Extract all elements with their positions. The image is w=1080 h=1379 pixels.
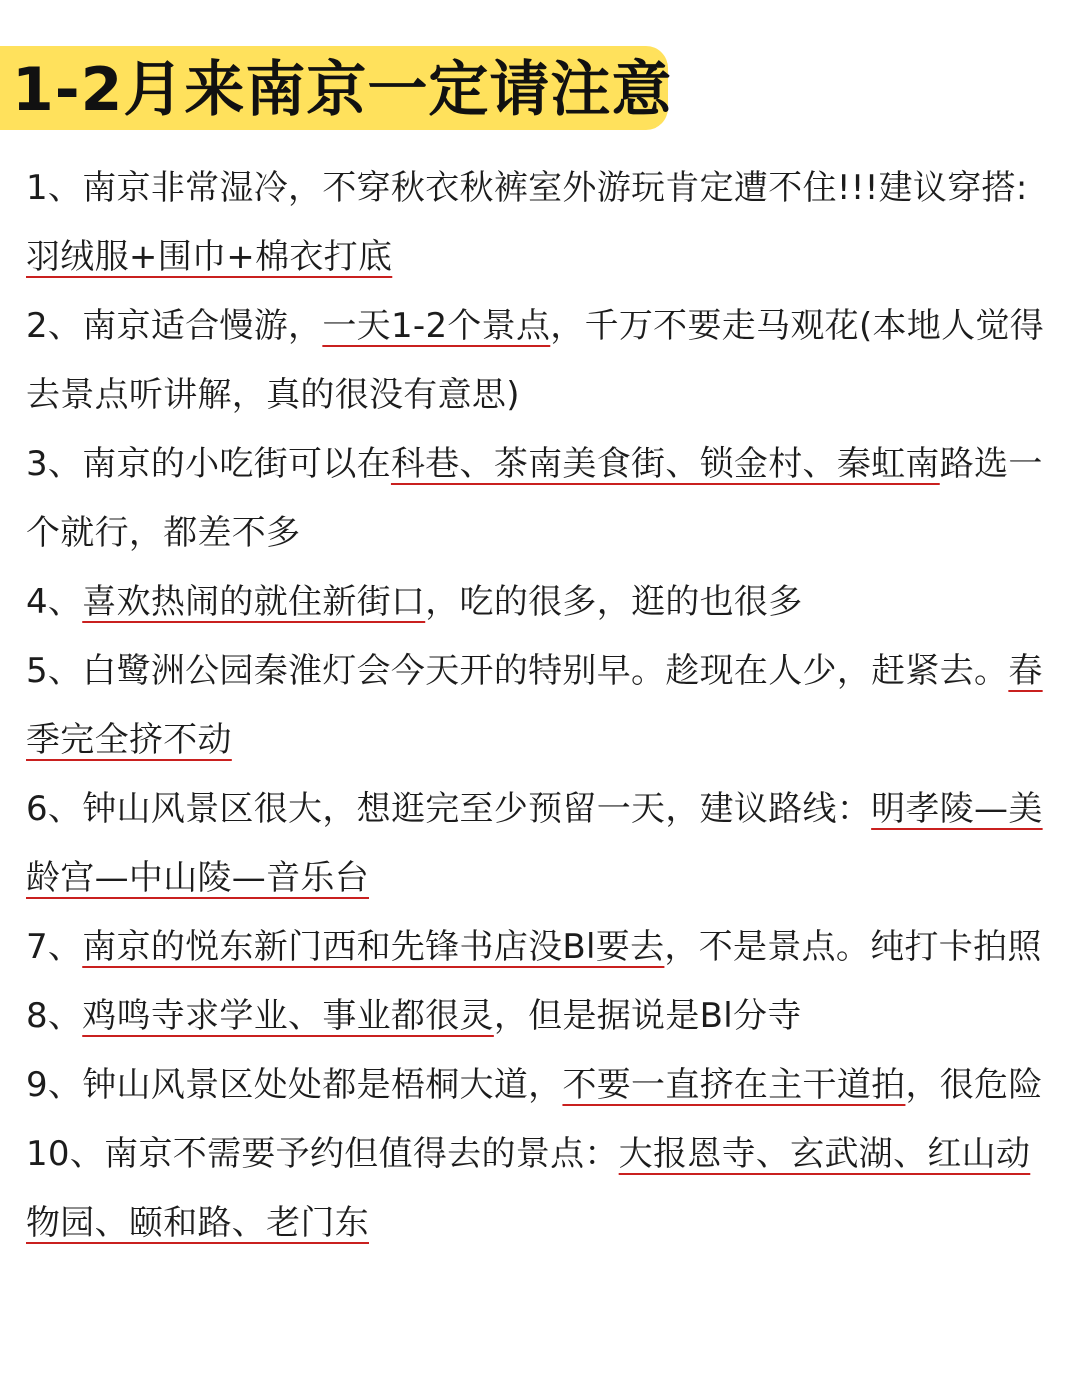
list-item [26,913,1046,982]
list-item [26,430,1046,568]
page-title: 1-2月来南京一定请注意 [12,55,673,125]
list-item [26,568,1046,637]
item-text: ，吃的很多，逛的也很多 [425,582,803,622]
item-text: 钟山风景区很大，想逛完至少预留一天，建议路线： [82,789,872,829]
item-number: 6、 [26,789,83,829]
item-number: 9、 [26,1065,83,1105]
item-text: 路选一个就行，都差不多 [26,444,1043,553]
item-number: 2、 [26,306,83,346]
item-number: 7、 [26,927,83,967]
item-number: 8、 [26,996,83,1036]
item-highlight: 明孝陵—美龄宫—中山陵—音乐台 [26,789,1043,898]
tips-list [26,154,1046,1258]
item-highlight: 一天1-2个景点 [322,306,551,346]
item-highlight: 羽绒服+围巾+棉衣打底 [26,237,393,277]
item-number: 5、 [26,651,83,691]
item-text: 白鹭洲公园秦淮灯会今天开的特别早。趁现在人少，赶紧去。 [82,651,1009,691]
list-item [26,982,1046,1051]
item-highlight: 春季完全挤不动 [26,651,1043,760]
item-number: 3、 [26,444,83,484]
list-item [26,1051,1046,1120]
item-highlight: 喜欢热闹的就住新街口 [82,582,426,622]
item-text: ，但是据说是Bl分寺 [493,996,802,1036]
list-item [26,1120,1046,1258]
item-highlight: 南京的悦东新门西和先锋书店没Bl要去 [82,927,665,967]
list-item [26,775,1046,913]
list-item [26,292,1046,430]
item-highlight: 不要一直挤在主干道拍 [562,1065,906,1105]
list-item [26,154,1046,292]
item-text: 钟山风景区处处都是梧桐大道， [82,1065,563,1105]
item-text: 南京非常湿冷，不穿秋衣秋裤室外游玩肯定遭不住!!!建议穿搭: [82,168,1028,208]
item-number: 4、 [26,582,83,622]
item-number: 10、 [26,1134,105,1174]
item-text: 南京不需要予约但值得去的景点： [104,1134,619,1174]
list-item [26,637,1046,775]
item-highlight: 科巷、茶南美食街、锁金村、秦虹南 [390,444,940,484]
item-text: 南京适合慢游， [82,306,323,346]
item-text: ，千万不要走马观花(本地人觉得去景点听讲解，真的很没有意思) [26,306,1045,415]
item-number: 1、 [26,168,83,208]
item-highlight: 大报恩寺、玄武湖、红山动物园、颐和路、老门东 [26,1134,1031,1243]
item-text: ，不是景点。纯打卡拍照 [664,927,1042,967]
item-highlight: 鸡鸣寺求学业、事业都很灵 [82,996,494,1036]
item-text: 南京的小吃街可以在 [82,444,391,484]
item-text: ，很危险 [905,1065,1043,1105]
